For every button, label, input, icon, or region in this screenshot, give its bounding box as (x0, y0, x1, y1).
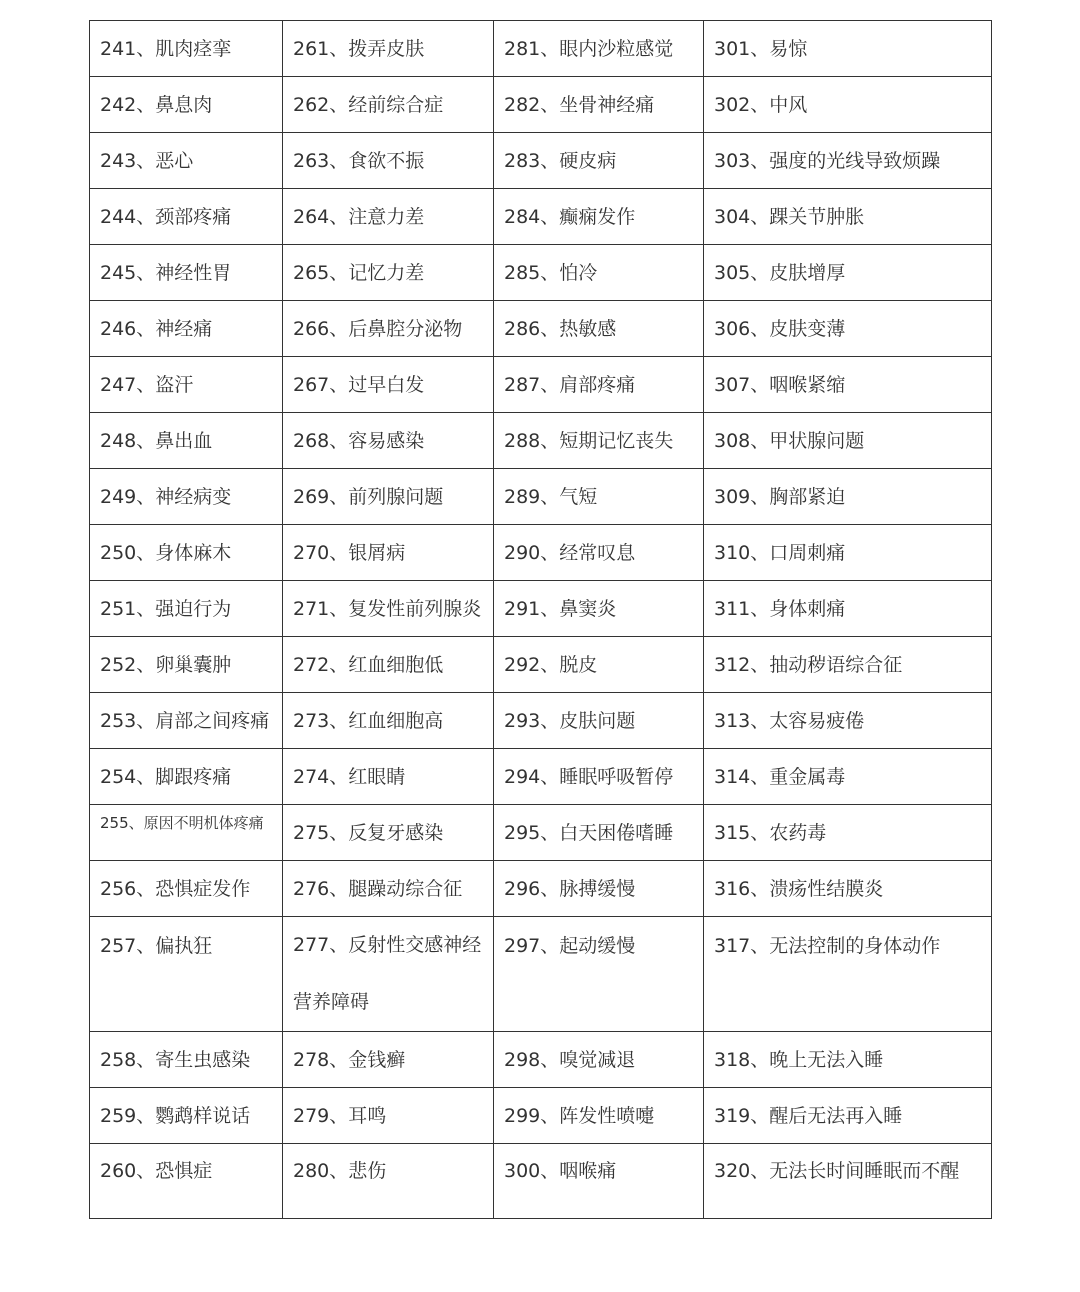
symptom-cell: 310、口周刺痛 (704, 525, 992, 581)
symptom-cell: 267、过早白发 (283, 357, 494, 413)
table-row (90, 693, 992, 749)
symptom-cell: 315、农药毒 (704, 805, 992, 861)
symptom-cell: 306、皮肤变薄 (704, 301, 992, 357)
symptom-cell: 259、鹦鹉样说话 (90, 1088, 283, 1144)
symptom-cell: 297、起动缓慢 (494, 917, 704, 1032)
symptom-cell: 319、醒后无法再入睡 (704, 1088, 992, 1144)
symptom-cell: 288、短期记忆丧失 (494, 413, 704, 469)
symptom-cell: 280、悲伤 (283, 1144, 494, 1219)
symptom-cell: 308、甲状腺问题 (704, 413, 992, 469)
symptom-cell: 260、恐惧症 (90, 1144, 283, 1219)
symptom-cell: 298、嗅觉减退 (494, 1032, 704, 1088)
symptom-cell: 252、卵巢囊肿 (90, 637, 283, 693)
symptom-cell: 296、脉搏缓慢 (494, 861, 704, 917)
symptom-cell: 303、强度的光线导致烦躁 (704, 133, 992, 189)
symptom-cell: 251、强迫行为 (90, 581, 283, 637)
symptom-cell: 243、恶心 (90, 133, 283, 189)
symptom-cell: 307、咽喉紧缩 (704, 357, 992, 413)
symptom-cell: 241、肌肉痉挛 (90, 21, 283, 77)
symptom-cell: 247、盗汗 (90, 357, 283, 413)
table-row (90, 1088, 992, 1144)
symptom-cell: 320、无法长时间睡眠而不醒 (704, 1144, 992, 1219)
symptom-cell: 277、反射性交感神经营养障碍 (283, 917, 494, 1032)
symptom-cell: 299、阵发性喷嚏 (494, 1088, 704, 1144)
table-row (90, 133, 992, 189)
symptom-cell: 285、怕冷 (494, 245, 704, 301)
symptom-cell: 292、脱皮 (494, 637, 704, 693)
symptom-cell: 293、皮肤问题 (494, 693, 704, 749)
symptom-cell: 269、前列腺问题 (283, 469, 494, 525)
table-row (90, 581, 992, 637)
table-row (90, 469, 992, 525)
table-row (90, 637, 992, 693)
symptom-cell: 261、拨弄皮肤 (283, 21, 494, 77)
symptom-cell: 278、金钱癣 (283, 1032, 494, 1088)
symptom-cell: 286、热敏感 (494, 301, 704, 357)
table-row (90, 1032, 992, 1088)
symptom-cell: 257、偏执狂 (90, 917, 283, 1032)
symptom-cell: 290、经常叹息 (494, 525, 704, 581)
table-row (90, 805, 992, 861)
symptom-cell: 273、红血细胞高 (283, 693, 494, 749)
symptom-cell: 312、抽动秽语综合征 (704, 637, 992, 693)
symptom-cell: 270、银屑病 (283, 525, 494, 581)
symptom-cell: 287、肩部疼痛 (494, 357, 704, 413)
symptom-cell: 294、睡眠呼吸暂停 (494, 749, 704, 805)
table-row (90, 301, 992, 357)
symptom-cell: 318、晚上无法入睡 (704, 1032, 992, 1088)
symptom-table (89, 20, 992, 1219)
table-row (90, 1144, 992, 1219)
symptom-cell: 316、溃疡性结膜炎 (704, 861, 992, 917)
symptom-cell: 250、身体麻木 (90, 525, 283, 581)
table-row (90, 189, 992, 245)
table-row (90, 245, 992, 301)
table-row (90, 21, 992, 77)
symptom-cell: 249、神经病变 (90, 469, 283, 525)
symptom-table-body (90, 21, 992, 1219)
symptom-cell: 302、中风 (704, 77, 992, 133)
symptom-cell: 291、鼻窦炎 (494, 581, 704, 637)
symptom-cell: 282、坐骨神经痛 (494, 77, 704, 133)
symptom-cell: 313、太容易疲倦 (704, 693, 992, 749)
symptom-cell: 300、咽喉痛 (494, 1144, 704, 1219)
symptom-list-sheet (89, 20, 991, 1219)
symptom-cell: 281、眼内沙粒感觉 (494, 21, 704, 77)
symptom-cell: 305、皮肤增厚 (704, 245, 992, 301)
table-row (90, 357, 992, 413)
symptom-cell: 279、耳鸣 (283, 1088, 494, 1144)
symptom-cell: 253、肩部之间疼痛 (90, 693, 283, 749)
table-row (90, 749, 992, 805)
symptom-cell: 258、寄生虫感染 (90, 1032, 283, 1088)
symptom-cell: 246、神经痛 (90, 301, 283, 357)
symptom-cell: 268、容易感染 (283, 413, 494, 469)
symptom-cell: 272、红血细胞低 (283, 637, 494, 693)
symptom-cell: 274、红眼睛 (283, 749, 494, 805)
symptom-cell: 314、重金属毒 (704, 749, 992, 805)
symptom-cell: 254、脚跟疼痛 (90, 749, 283, 805)
table-row (90, 413, 992, 469)
symptom-cell: 256、恐惧症发作 (90, 861, 283, 917)
symptom-cell: 262、经前综合症 (283, 77, 494, 133)
symptom-cell: 264、注意力差 (283, 189, 494, 245)
symptom-cell: 275、反复牙感染 (283, 805, 494, 861)
symptom-cell: 295、白天困倦嗜睡 (494, 805, 704, 861)
symptom-cell: 245、神经性胃 (90, 245, 283, 301)
symptom-cell: 276、腿躁动综合征 (283, 861, 494, 917)
symptom-cell: 309、胸部紧迫 (704, 469, 992, 525)
table-row (90, 917, 992, 1032)
symptom-cell: 242、鼻息肉 (90, 77, 283, 133)
table-row (90, 525, 992, 581)
symptom-cell: 263、食欲不振 (283, 133, 494, 189)
symptom-cell: 283、硬皮病 (494, 133, 704, 189)
symptom-cell: 266、后鼻腔分泌物 (283, 301, 494, 357)
symptom-cell: 271、复发性前列腺炎 (283, 581, 494, 637)
symptom-cell: 301、易惊 (704, 21, 992, 77)
symptom-cell: 311、身体刺痛 (704, 581, 992, 637)
table-row (90, 861, 992, 917)
symptom-cell: 265、记忆力差 (283, 245, 494, 301)
symptom-cell: 255、原因不明机体疼痛 (90, 805, 283, 861)
symptom-cell: 304、踝关节肿胀 (704, 189, 992, 245)
symptom-cell: 289、气短 (494, 469, 704, 525)
symptom-cell: 244、颈部疼痛 (90, 189, 283, 245)
symptom-cell: 248、鼻出血 (90, 413, 283, 469)
table-row (90, 77, 992, 133)
symptom-cell: 284、癫痫发作 (494, 189, 704, 245)
symptom-cell: 317、无法控制的身体动作 (704, 917, 992, 1032)
